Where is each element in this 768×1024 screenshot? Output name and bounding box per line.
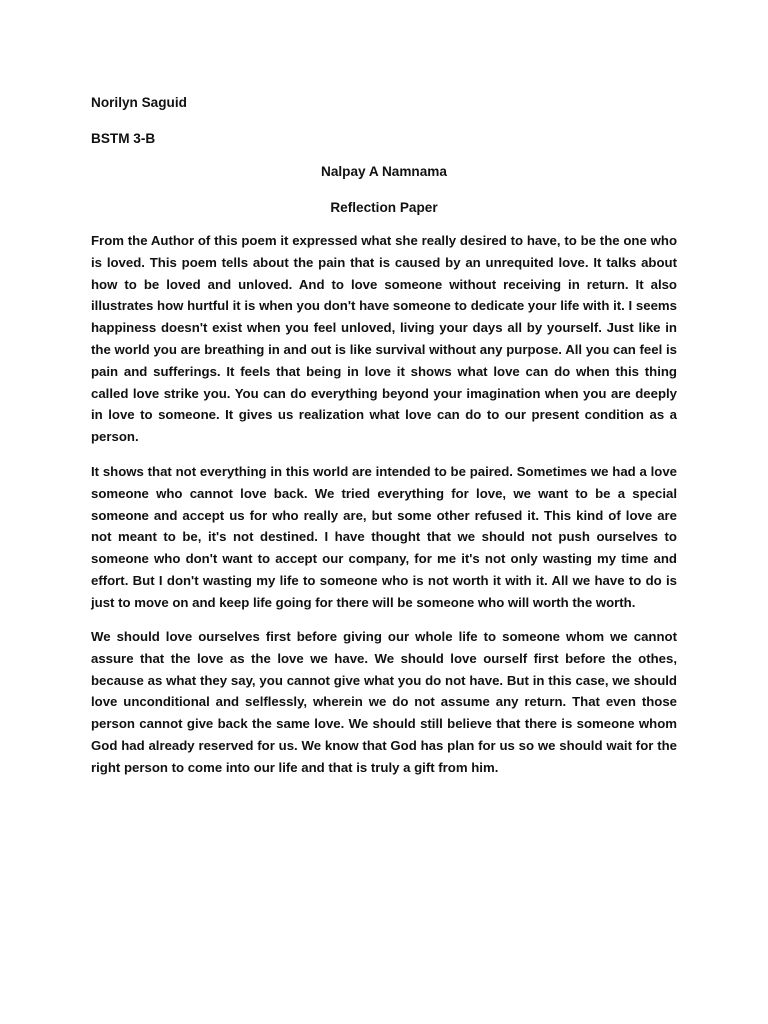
- author-name: Norilyn Saguid: [91, 95, 187, 110]
- body-paragraph-3: We should love ourselves first before giving our whole life to someone whom we cannot assure that the love as the love we have. We should love ourself first before the othes, because as what they say, you cannot give what you do not have. But in this case, we should love unconditional and selflessly, wherein we do not assume any return. That even those person cannot give back the same love. We should still believe that there is someone whom God had already reserved for us. We know that God has plan for us so we should wait for the right person to come into our life and that is truly a gift from him.: [91, 629, 677, 775]
- document-title: Nalpay A Namnama: [321, 164, 447, 179]
- body-paragraph-1: From the Author of this poem it expressed what she really desired to have, to be the one who is loved. This poem tells about the pain that is caused by an unrequited love. It talks about how to be loved and unloved. And to love someone without receiving in return. It also illustrates how hurtful it is when you don't have someone to dedicate your life with it. I seems happiness doesn't exist when you feel unloved, living your days all by yourself. Just like in the world you are breathing in and out is like survival without any purpose. All you can feel is pain and sufferings. It feels that being in love it shows what love can do when this thing called love strike you. You can do everything beyond your imagination when you are deeply in love to someone. It gives us realization what love can do to our present condition as a person.: [91, 233, 677, 445]
- body-paragraph-2: It shows that not everything in this world are intended to be paired. Sometimes we had a love someone who cannot love back. We tried everything for love, we want to be a special someone and accept us for who really are, but some other refused it. This kind of love are not meant to be, it's not destined. I have thought that we should not push ourselves to someone who don't want to accept our company, for me it's not only wasting my time and effort. But I don't wasting my life to someone who is not worth it with it. All we have to do is just to move on and keep life going for there will be someone who will worth the worth.: [91, 464, 677, 610]
- class-section: BSTM 3-B: [91, 131, 156, 146]
- document-subtitle: Reflection Paper: [330, 200, 438, 215]
